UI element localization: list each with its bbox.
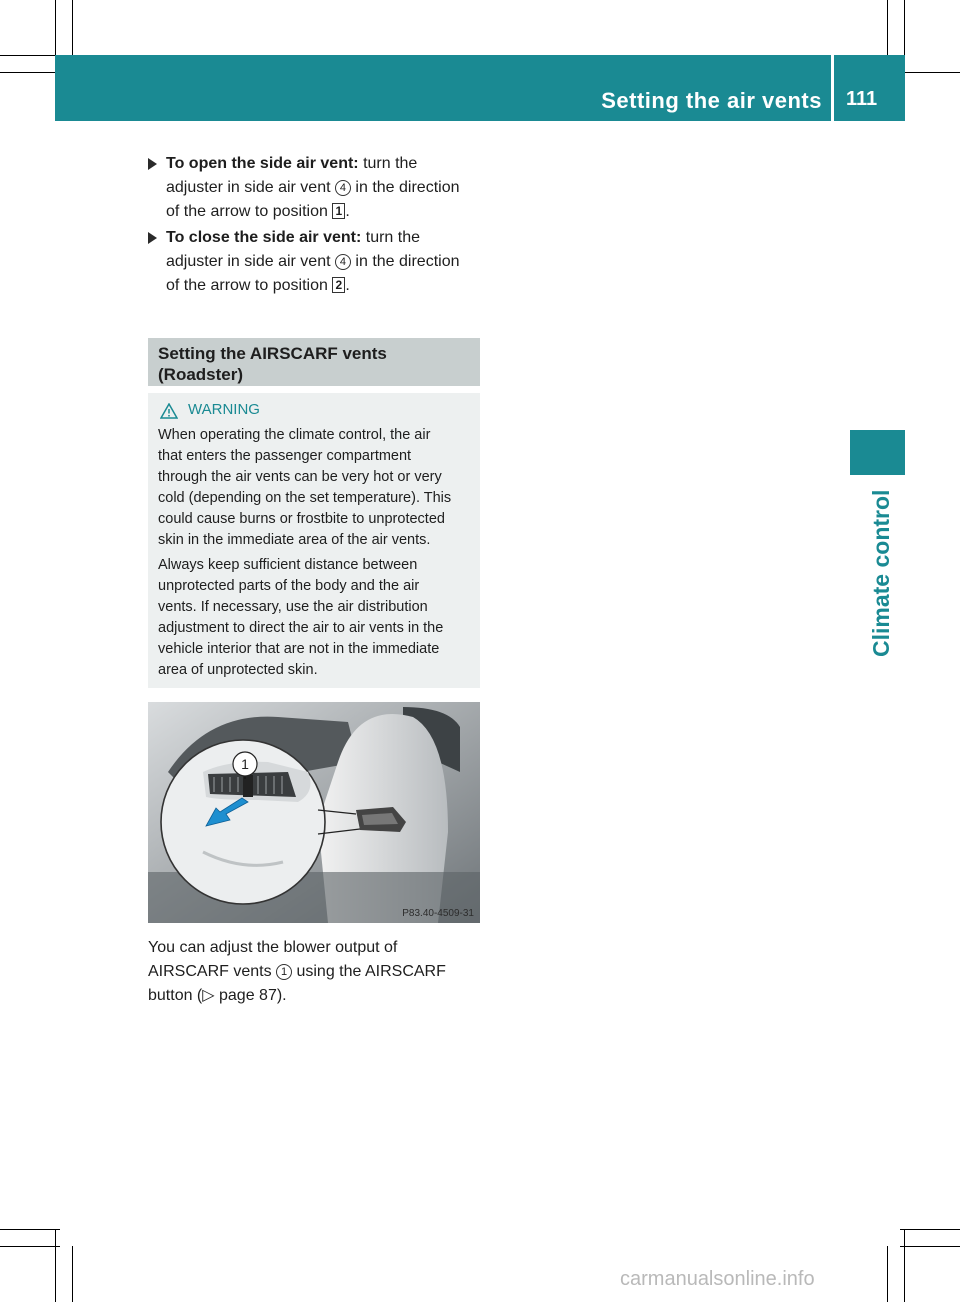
step-lead: To open the side air vent: [166, 155, 359, 172]
crop-mark [887, 0, 888, 60]
warning-paragraph: When operating the climate control, the air that enters the passenger compartment through the air vents can be very hot or very cold (depending on the set temperature). This could cause burns or frostbite to unprotected skin in the immediate area of the air vents. [158, 427, 452, 548]
warning-title: WARNING [188, 401, 260, 418]
page-reference: button (▷ page 87). [148, 987, 287, 1004]
warning-box [148, 393, 480, 688]
crop-mark [0, 1246, 60, 1247]
page-number: 111 [846, 88, 878, 110]
crop-mark [55, 0, 56, 60]
callout-number: 1 [276, 964, 292, 980]
step-lead: To close the side air vent: [166, 229, 362, 246]
instruction-step: To close the side air vent: turn the adjuster in side air vent 4 in the direction of the arrow to position 2 . [148, 226, 483, 298]
crop-mark [904, 1229, 905, 1302]
crop-mark [904, 0, 905, 60]
body-paragraph: You can adjust the blower output of AIRSCARF vents 1 using the AIRSCARF button (▷ page 87). [148, 939, 446, 1004]
crop-mark [905, 72, 960, 73]
crop-mark [900, 1246, 960, 1247]
warning-triangle-icon [160, 403, 178, 419]
header-divider [831, 55, 834, 121]
step-arrow-icon [148, 158, 157, 170]
callout-number: 4 [335, 180, 351, 196]
callout-number: 4 [335, 254, 351, 270]
chapter-tab [850, 430, 905, 475]
position-number: 1 [332, 203, 345, 219]
crop-mark [900, 1229, 960, 1230]
position-number: 2 [332, 277, 345, 293]
figure-code: P83.40-4509-31 [402, 908, 474, 919]
watermark: carmanualsonline.info [620, 1268, 815, 1290]
section-heading: Setting the AIRSCARF vents (Roadster) [148, 338, 480, 386]
crop-mark [72, 0, 73, 60]
crop-mark [55, 1229, 56, 1302]
figure-callout: 1 [241, 756, 249, 772]
airscarf-vent-photo [148, 702, 480, 923]
crop-mark [72, 1246, 73, 1302]
step-arrow-icon [148, 232, 157, 244]
crop-mark [0, 72, 55, 73]
warning-paragraph: Always keep sufficient distance between unprotected parts of the body and the air vents. If necessary, use the air distribution adjustment to direct the air to air vents in the vehicle interior that are not in the immediate area of unprotected skin. [158, 557, 444, 678]
crop-mark [887, 1246, 888, 1302]
photo-illustration [148, 702, 480, 923]
page-title: Setting the air vents [601, 88, 822, 113]
chapter-label: Climate control [868, 489, 894, 657]
crop-mark [0, 1229, 60, 1230]
instruction-step: To open the side air vent: turn the adjuster in side air vent 4 in the direction of the arrow to position 1 . [148, 152, 483, 224]
